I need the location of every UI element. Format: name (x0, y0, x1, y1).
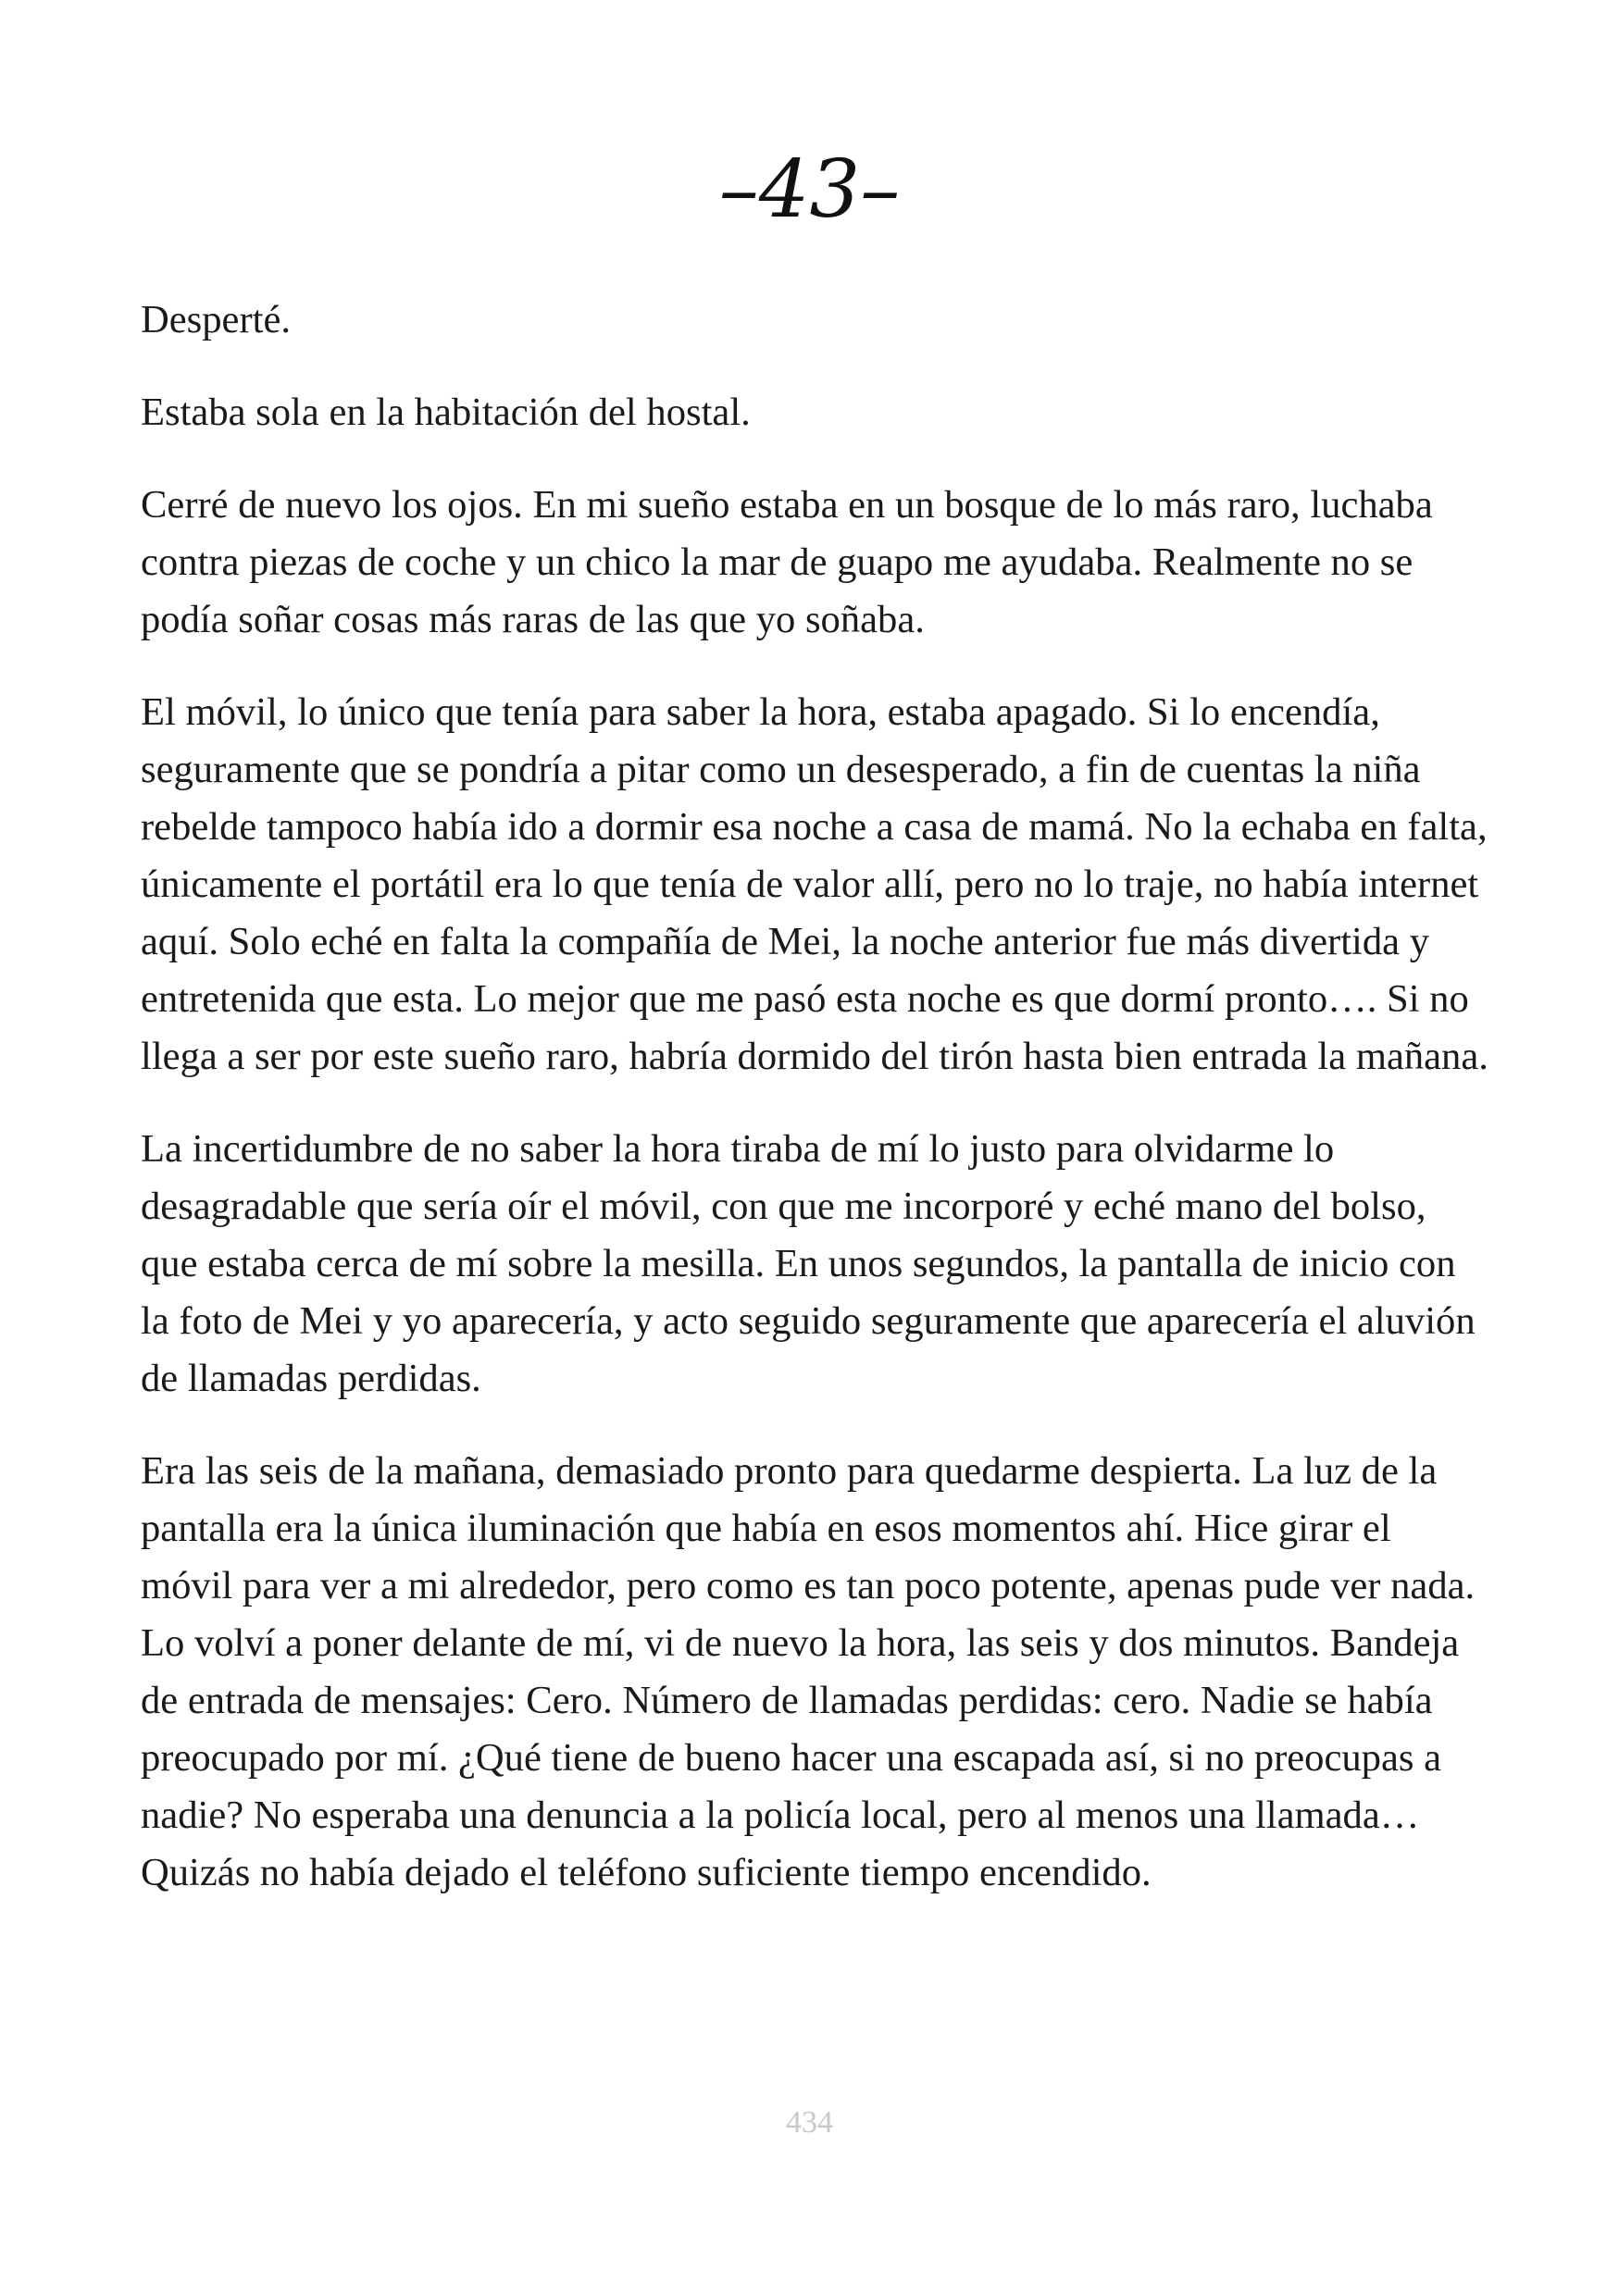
chapter-title: –43– (718, 143, 901, 236)
page-number: 434 (786, 2105, 833, 2140)
paragraph-6: Era las seis de la mañana, demasiado pronto para quedarme despierta. La luz de la pantalla era la única iluminación que había en esos momentos ahí. Hice girar el móvil para ver a mi alrededor, pero como es tan poco potente, apenas pude ver nada. Lo volví a poner delante de mí, vi de nuevo la hora, las seis y dos minutos. Bandeja de entrada de mensajes: Cero. Número de llamadas perdidas: cero. Nadie se había preocupado por mí. ¿Qué tiene de bueno hacer una escapada así, si no preocupas a nadie? No esperaba una denuncia a la policía local, pero al menos una llamada… Quizás no había dejado el teléfono suficiente tiempo encendido. (141, 1449, 1476, 1894)
paragraph-3: Cerré de nuevo los ojos. En mi sueño estaba en un bosque de lo más raro, luchaba contra piezas de coche y un chico la mar de guapo me ayudaba. Realmente no se podía soñar cosas más raras de las que yo soñaba. (141, 483, 1433, 641)
body-text (141, 292, 1492, 1937)
paragraph-5: La incertidumbre de no saber la hora tiraba de mí lo justo para olvidarme lo desagradable que sería oír el móvil, con que me incorporé y eché mano del bolso, que estaba cerca de mí sobre la mesilla. En unos segundos, la pantalla de inicio con la foto de Mei y yo aparecería, y acto seguido seguramente que aparecería el aluvión de llamadas perdidas. (141, 1127, 1476, 1400)
paragraph-2: Estaba sola en la habitación del hostal. (141, 391, 751, 434)
paragraph-1: Desperté. (141, 298, 292, 341)
paragraph-4: El móvil, lo único que tenía para saber la hora, estaba apagado. Si lo encendía, seguramente que se pondría a pitar como un desesperado, a fin de cuentas la niña rebelde tampoco había ido a dormir esa noche a casa de mamá. No la echaba en falta, únicamente el portátil era lo que tenía de valor allí, pero no lo traje, no había internet aquí. Solo eché en falta la compañía de Mei, la noche anterior fue más divertida y entretenida que esta. Lo mejor que me pasó esta noche es que dormí pronto…. Si no llega a ser por este sueño raro, habría dormido del tirón hasta bien entrada la mañana. (141, 690, 1488, 1078)
